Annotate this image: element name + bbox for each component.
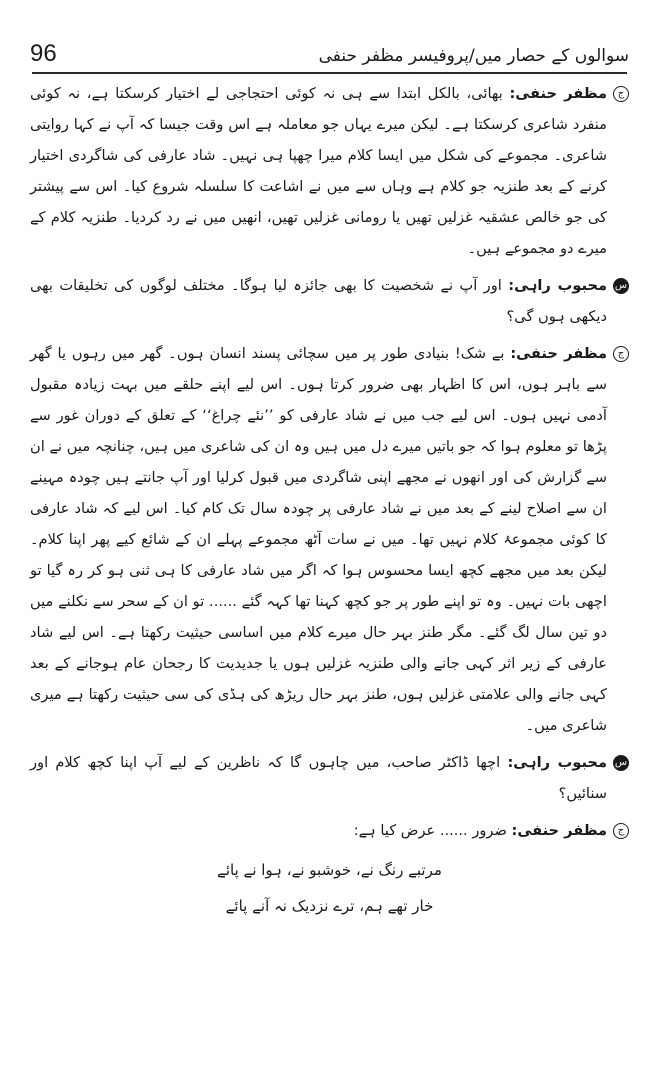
speaker-name: مظفر حنفی: (510, 345, 607, 362)
speaker-name: محبوب راہی: (508, 277, 607, 294)
speaker-name: مظفر حنفی: (509, 85, 608, 102)
speaker-name: مظفر حنفی: (511, 822, 607, 839)
paragraph-text: بھائی، بالکل ابتدا سے ہی نہ کوئی احتجاجی لے اختیار کرسکتا ہے، نہ کوئی منفرد شاعری کرسکتا ہے۔ لیکن میرے یہاں جو معاملہ ہے اس وقت جیسا کہ آپ نے کہا روایتی شاعری۔ مجموعے کی شکل میں ایسا کلام میرا چھپا ہی نہیں۔ شاد عارفی کی شاگردی اختیار کرنے کے بعد طنزیہ جو کلام ہے وہاں سے میں نے اشاعت کا سلسلہ شروع کیا۔ اس سے پیشتر کی جو خالص عشقیہ غزلیں تھیں یا رومانی غزلیں تھیں، انھیں میں نے رد کردیا۔ طنزیہ کلام کے میرے دو مجموعے ہیں۔ (30, 85, 607, 257)
page-header (30, 20, 629, 68)
answer-marker-icon: ج (613, 823, 629, 839)
verse-line: مرتبے رنگ نے، خوشبو نے، ہوا نے پائے (217, 861, 442, 879)
question-marker-icon: س (613, 755, 629, 771)
verse-line: خار تھے ہم، ترے نزدیک نہ آنے پائے (225, 897, 434, 915)
answer-paragraph (30, 338, 629, 741)
paragraph-text: اچھا ڈاکٹر صاحب، میں چاہوں گا کہ ناظرین کے لیے آپ اپنا کچھ کلام اور سنائیں؟ (30, 754, 607, 802)
answer-marker-icon: ج (613, 346, 629, 362)
paragraph-text: اور آپ نے شخصیت کا بھی جائزہ لیا ہوگا۔ مختلف لوگوں کی تخلیقات بھی دیکھی ہوں گی؟ (30, 277, 607, 325)
page-number: 96 (30, 40, 57, 67)
verse-couplet (30, 852, 629, 924)
page-body (30, 78, 629, 1040)
answer-paragraph (30, 78, 629, 264)
header-rule (32, 72, 627, 74)
question-marker-icon: س (613, 278, 629, 294)
answer-marker-icon: ج (613, 86, 629, 102)
speaker-name: محبوب راہی: (507, 754, 607, 771)
answer-paragraph (30, 815, 629, 846)
question-paragraph (30, 270, 629, 332)
question-paragraph (30, 747, 629, 809)
paragraph-text: ضرور ...... عرض کیا ہے: (353, 822, 507, 839)
running-title: سوالوں کے حصار میں/پروفیسر مظفر حنفی (318, 46, 629, 66)
paragraph-text: بے شک! بنیادی طور پر میں سچائی پسند انسان ہوں۔ گھر میں رہوں یا گھر سے باہر ہوں، اس کا اظہار بھی ضرور کرتا ہوں۔ اس لیے اپنے حلقے میں بہت زیادہ مقبول آدمی نہیں ہوں۔ اس لیے جب میں نے شاد عارفی کو ’’نئے چراغ‘‘ کے تعلق کے دوران غور سے پڑھا تو معلوم ہوا کہ جو باتیں میرے دل میں ہیں وہ ان کی شاعری میں ہیں، چنانچہ میں نے ان سے گزارش کی اور انھوں نے مجھے اپنی شاگردی میں قبول کرلیا اور آپ جانتے ہیں چودہ مہینے ان سے اصلاح لینے کے بعد میں نے شاد عارفی پر چودہ سال تک کام کیا۔ اس لیے کہ شاد عارفی کا کوئی مجموعۂ کلام نہیں تھا۔ میں نے سات آٹھ مجموعے پہلے ان کے شائع کیے پھر اپنا کلام۔ لیکن بعد میں مجھے کچھ ایسا محسوس ہوا کہ اگر میں شاد عارفی کا ہی ثنی ہو کر رہ گیا تو اچھی بات نہیں۔ وہ تو اپنے طور پر جو کچھ کہنا تھا کہہ گئے ...... تو ان کے سحر سے نکلنے میں دو تین سال لگ گئے۔ مگر طنز بہر حال میرے کلام میں اساسی حیثیت رکھتا ہے۔ اس لیے شاد عارفی کے زیر اثر کہی جانے والی طنزیہ غزلیں ہوں یا جدیدیت کا رجحان عام ہوجانے کے بعد کہی جانے والی علامتی غزلیں ہوں، طنز بہر حال ریڑھ کی ہڈی کی سی حیثیت رکھتا ہے میری شاعری میں۔ (30, 345, 607, 734)
